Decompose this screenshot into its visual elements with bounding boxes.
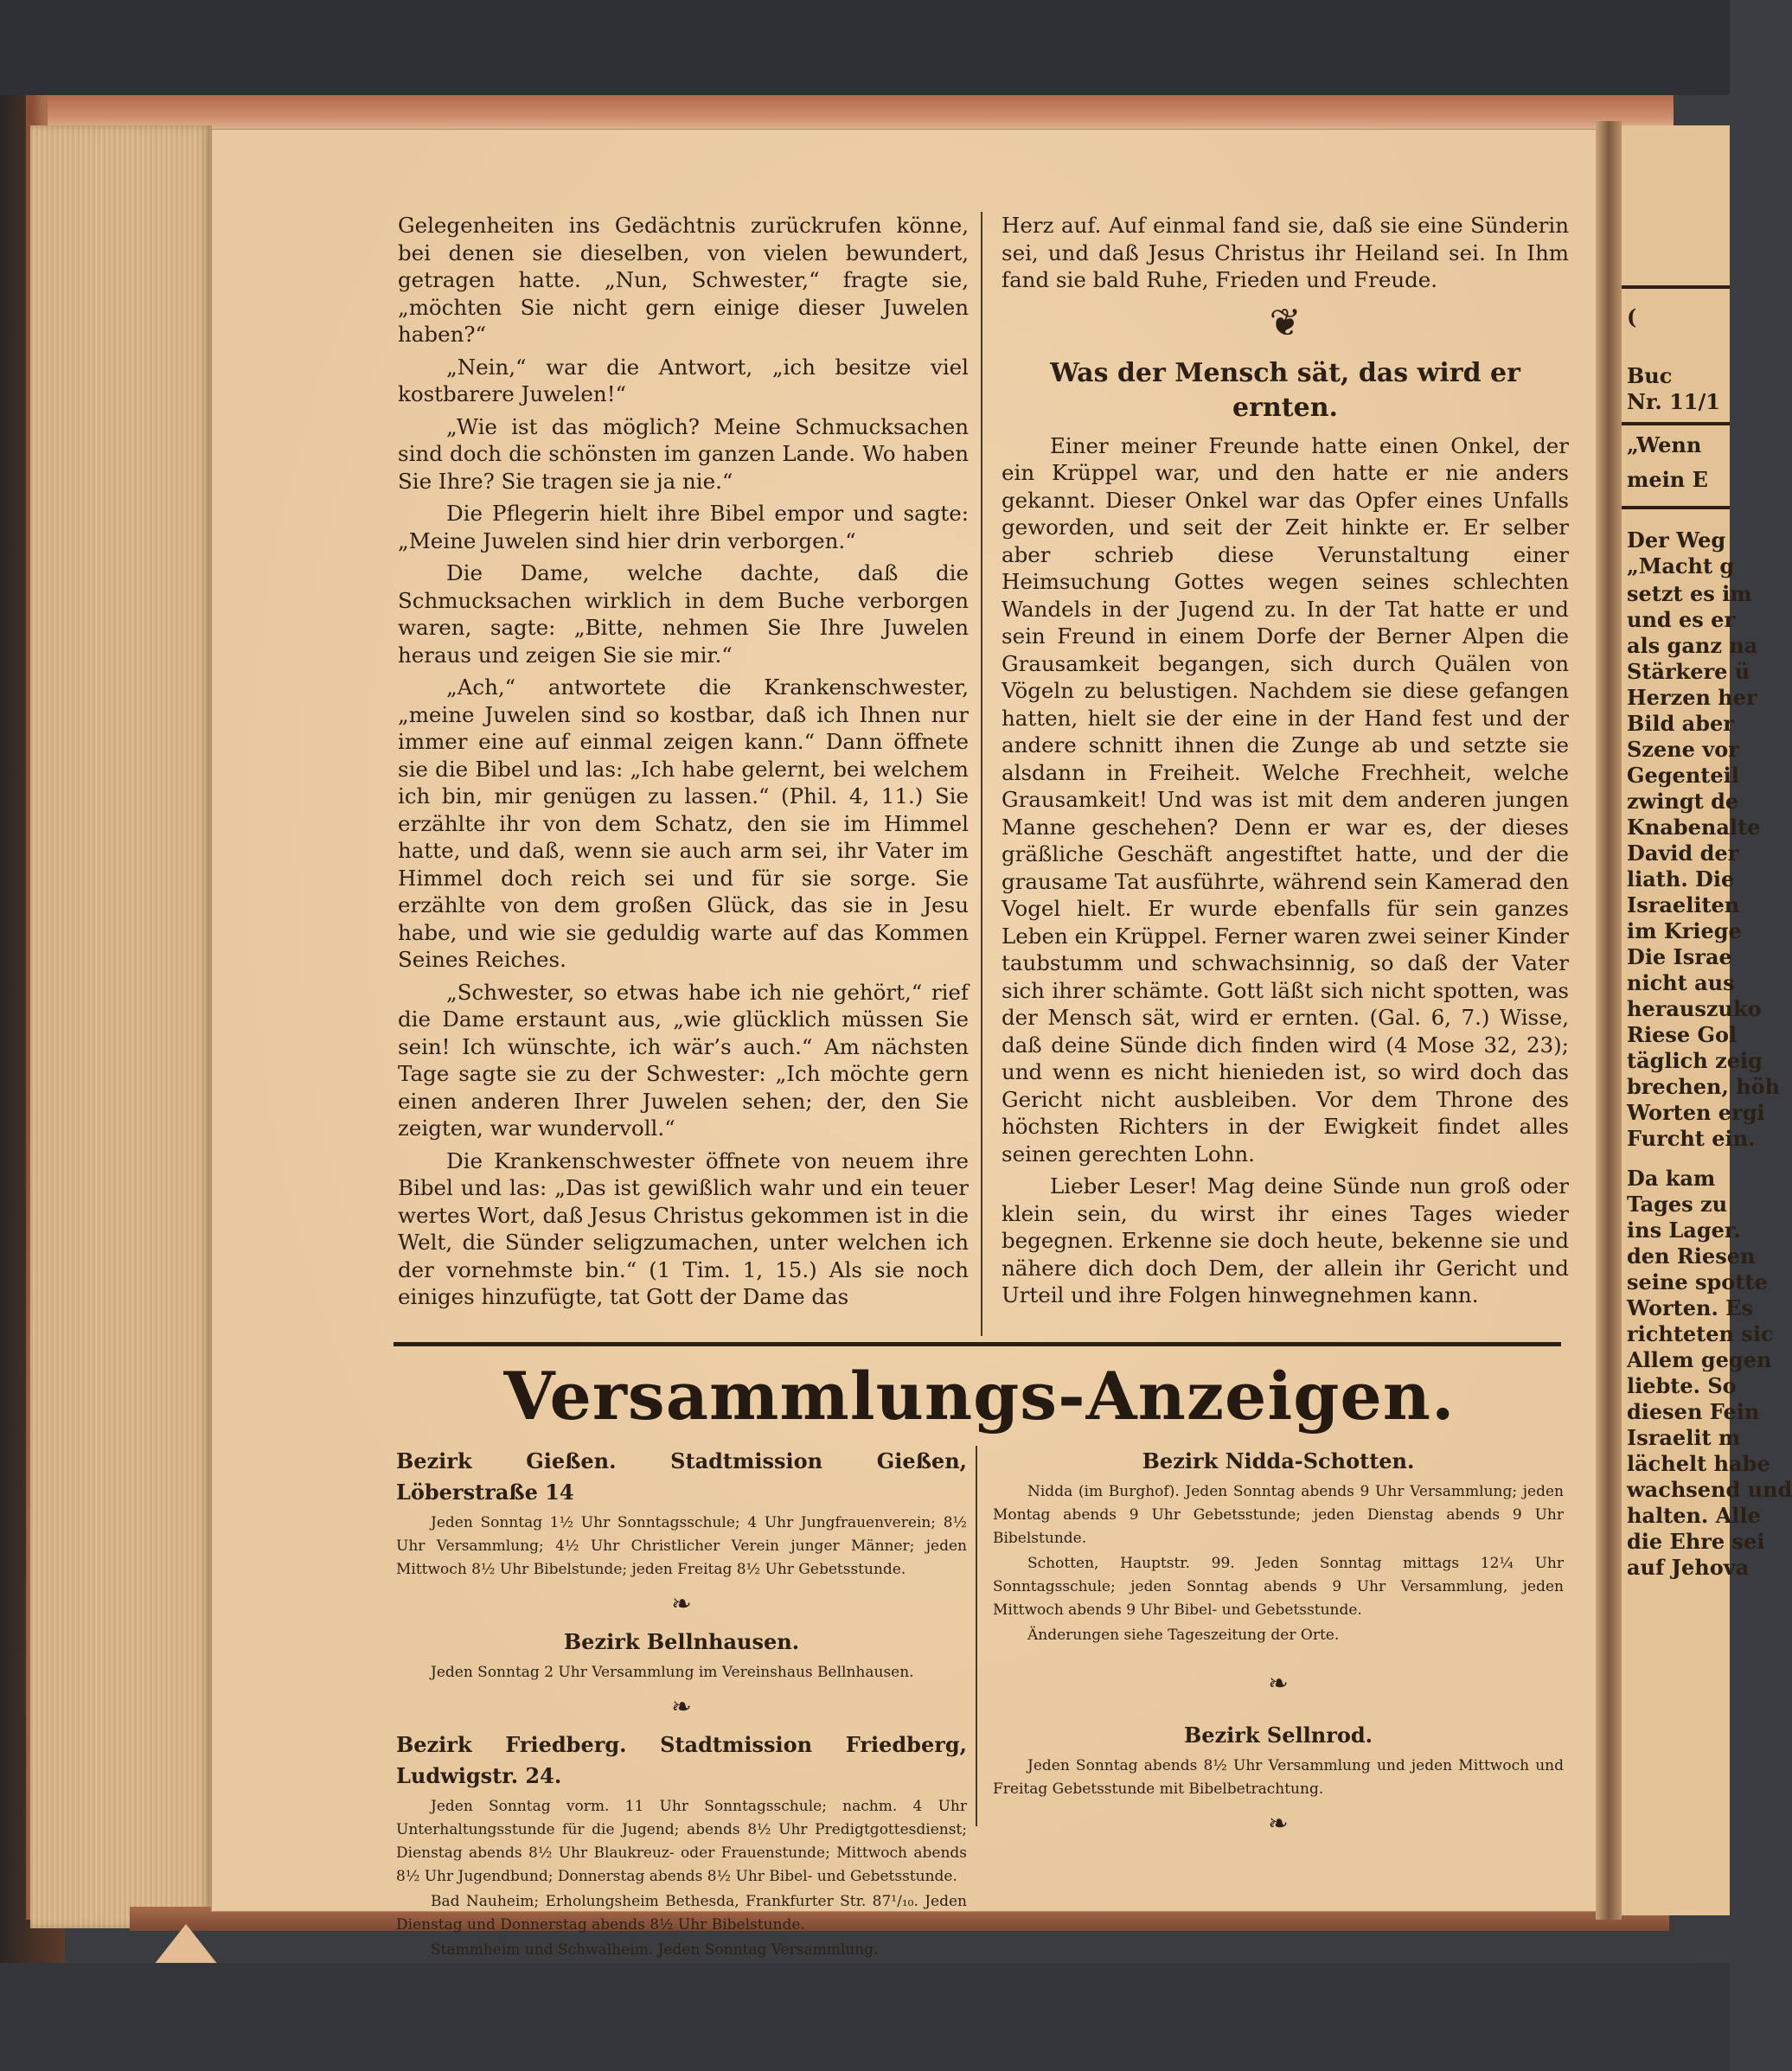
next-page-line: Furcht ein. bbox=[1627, 1126, 1756, 1151]
next-page-line: Die Israe bbox=[1627, 944, 1732, 969]
next-page-line: lächelt habe bbox=[1627, 1451, 1770, 1476]
next-page-line: ins Lager. bbox=[1627, 1218, 1741, 1243]
next-page-line: Allem gegen bbox=[1627, 1347, 1772, 1372]
district-heading: Bezirk Gießen. Stadtmission Gießen, Löberstraße 14 bbox=[396, 1448, 967, 1505]
next-page-line: Herzen her bbox=[1627, 685, 1757, 710]
paragraph: Gelegenheiten ins Gedächtnis zurückrufen könne, bei denen sie dieselben, von vielen bewundert, getragen hatte. „Nun, Schwester,“ fragte sie, „möchten Sie nicht gern einige dieser Juwelen haben?“ bbox=[398, 213, 969, 347]
next-page-line: Bild aber bbox=[1627, 711, 1734, 736]
next-page-line: „Wenn bbox=[1627, 432, 1702, 457]
next-page-fragment bbox=[1622, 125, 1792, 1915]
ornament-icon: ❧ bbox=[1268, 1669, 1289, 1697]
district-heading: Bezirk Sellnrod. bbox=[1183, 1723, 1373, 1748]
district-text: Nidda (im Burghof). Jeden Sonntag abends 9 Uhr Versammlung; jeden Montag abends 9 Uhr Gebetsstunde; jeden Dienstag abends 9 Uhr Bibelstunde. bbox=[993, 1483, 1564, 1547]
ornament-icon: ❧ bbox=[1268, 1809, 1289, 1838]
next-page-line: Tages zu bbox=[1627, 1192, 1728, 1217]
paragraph: Die Pflegerin hielt ihre Bibel empor und sagte: „Meine Juwelen sind hier drin verborgen.“ bbox=[398, 501, 969, 553]
next-page-line: liebte. So bbox=[1627, 1373, 1737, 1398]
next-page-line: halten. Alle bbox=[1627, 1503, 1761, 1528]
next-page-line: nicht aus bbox=[1627, 970, 1735, 995]
next-page-line: richteten sic bbox=[1627, 1321, 1774, 1346]
article-title: Was der Mensch sät, das wird er ernten. bbox=[1050, 357, 1520, 423]
next-page-line: setzt es im bbox=[1627, 581, 1752, 606]
ornament-icon: ❧ bbox=[671, 1692, 692, 1721]
district-text: Stammheim und Schwalheim. Jeden Sonntag Versammlung. bbox=[431, 1941, 879, 1959]
next-page-line: mein E bbox=[1627, 467, 1708, 492]
next-page-line: ( bbox=[1627, 304, 1637, 329]
paragraph: „Nein,“ war die Antwort, „ich besitze viel kostbarere Juwelen!“ bbox=[398, 354, 969, 406]
paragraph: „Ach,“ antwortete die Krankenschwester, „meine Juwelen sind so kostbar, daß ich Ihnen nur immer eine auf einmal zeigen kann.“ Dann öffnete sie die Bibel und las: „Ich habe gelernt, bei welchem ich bin, mir genügen zu lassen.“ (Phil. 4, 11.) Sie erzählte ihr von dem Schatz, den sie im Himmel hatte, und daß, wenn sie auch arm sei, ihr Vater im Himmel doch reich sei und für sie sorge. Sie erzählte von dem großen Glück, das sie in Jesu habe, und wie sie geduldig warte auf das Kommen Seines Reiches. bbox=[398, 674, 969, 972]
district-text: Änderungen siehe Tageszeitung der Orte. bbox=[1027, 1627, 1340, 1644]
next-page-line: Worten ergi bbox=[1627, 1100, 1765, 1125]
next-page-line: Stärkere ü bbox=[1627, 659, 1750, 684]
next-page-line: herauszuko bbox=[1627, 996, 1762, 1021]
next-page-line: Szene vor bbox=[1627, 737, 1739, 762]
paragraph: Die Dame, welche dachte, daß die Schmucksachen wirklich in dem Buche verborgen waren, sagte: „Bitte, nehmen Sie Ihre Juwelen heraus und zeigen Sie sie mir.“ bbox=[398, 560, 969, 668]
district-heading: Bezirk Bellnhausen. bbox=[563, 1629, 800, 1654]
paragraph: „Wie ist das möglich? Meine Schmucksachen sind doch die schönsten im ganzen Lande. Wo haben Sie Ihre? Sie tragen sie ja nie.“ bbox=[398, 413, 969, 494]
next-page-line: Gegenteil bbox=[1627, 763, 1739, 788]
next-page-line: diesen Fein bbox=[1627, 1399, 1760, 1424]
next-page-line: Israelit m bbox=[1627, 1425, 1741, 1450]
book-gutter bbox=[1596, 121, 1622, 1920]
next-page-rule bbox=[1622, 285, 1730, 289]
next-page-line: zwingt de bbox=[1627, 789, 1739, 814]
next-page-line: den Riesen bbox=[1627, 1243, 1756, 1269]
district-text: Schotten, Hauptstr. 99. Jeden Sonntag mittags 12¼ Uhr Sonntagsschule; jeden Sonntag abends 9 Uhr Versammlung, jeden Mittwoch abends 9 Uhr Bibel- und Gebetsstunde. bbox=[993, 1555, 1564, 1619]
paragraph: Lieber Leser! Mag deine Sünde nun groß oder klein sein, du wirst ihr eines Tages wieder begegnen. Erkenne sie doch heute, bekenne sie und nähere dich doch Dem, der allein ihr Gericht und Urteil und ihre Folgen hinwegnehmen kann. bbox=[1002, 1173, 1569, 1307]
paragraph-continuation: Herz auf. Auf einmal fand sie, daß sie eine Sünderin sei, und daß Jesus Christus ihr Heiland sei. In Ihm fand sie bald Ruhe, Frieden und Freude. bbox=[1002, 213, 1569, 292]
page-edges-stack bbox=[30, 125, 212, 1928]
district-text: Jeden Sonntag abends 8½ Uhr Versammlung und jeden Mittwoch und Freitag Gebetsstunde mit Bibelbetrachtung. bbox=[993, 1757, 1564, 1798]
next-page-rule bbox=[1622, 422, 1730, 425]
right-text-column bbox=[1002, 212, 1569, 1314]
next-page-line: „Macht g bbox=[1627, 553, 1735, 578]
next-page-line: Buc bbox=[1627, 363, 1673, 388]
paragraph: Einer meiner Freunde hatte einen Onkel, der ein Krüppel war, und den hatte er nie anders gekannt. Dieser Onkel war das Opfer eines Unfalls geworden, und seit der Zeit hinkte er. Er selber aber schrieb diese Verunstaltung einer Heimsuchung Gottes wegen seines schlechten Wandels in der Jugend zu. In der Tat hatte er und sein Freund in einem Dorfe der Berner Alpen die Grausamkeit begangen, sich durch Quälen von Vögeln zu belustigen. Nachdem sie diese gefangen hatten, hielt sie der eine in der Hand fest und der andere schnitt ihnen die Zunge ab und setzte sie alsdann in Freiheit. Welche Frechheit, welche Grausamkeit! Und was ist mit dem anderen jungen Manne geschehen? Denn er war es, der dieses gräßliche Geschäft angestiftet hatte, und der die grausame Tat ausführte, während sein Kamerad den Vogel hielt. Er wurde ebenfalls für sein ganzes Leben ein Krüppel. Ferner waren zwei seiner Kinder taubstumm und schwachsinnig, so daß der Vater sich ihrer schämte. Gott läßt sich nicht spotten, was der Mensch sät, wird er ernten. (Gal. 6, 7.) Wisse, daß deine Sünde dich finden wird (4 Mose 32, 23); und wenn es nicht hienieden ist, so wird doch das Gericht nicht ausbleiben. Vor dem Throne des höchsten Richters in der Ewigkeit findet alles seinen gerechten Lohn. bbox=[1002, 432, 1569, 1167]
next-page-line: wachsend und bbox=[1627, 1477, 1792, 1502]
next-page-line: Da kam bbox=[1627, 1166, 1716, 1191]
background-bottom bbox=[0, 1963, 1730, 2071]
marbled-edge-top bbox=[48, 95, 1674, 134]
district-text: Jeden Sonntag 1½ Uhr Sonntagsschule; 4 Uhr Jungfrauenverein; 8½ Uhr Versammlung; 4½ Uhr Christlicher Verein junger Männer; jeden Mittwoch 8½ Uhr Bibelstunde; jeden Freitag 8½ Uhr Gebetsstunde. bbox=[396, 1514, 967, 1578]
district-text: Jeden Sonntag 2 Uhr Versammlung im Vereinshaus Bellnhausen. bbox=[431, 1664, 914, 1681]
left-text-column bbox=[398, 212, 969, 1316]
next-page-line: Israeliten bbox=[1627, 892, 1740, 917]
ornament-icon: ❦ bbox=[1269, 300, 1302, 345]
next-page-line: Der Weg bbox=[1627, 527, 1726, 553]
next-page-line: als ganz na bbox=[1627, 633, 1758, 658]
section-rule bbox=[394, 1342, 1561, 1346]
next-page-line: Riese Gol bbox=[1627, 1022, 1738, 1047]
next-page-line: und es er bbox=[1627, 607, 1736, 632]
column-divider bbox=[976, 1446, 977, 1826]
district-text: Bad Nauheim; Erholungsheim Bethesda, Frankfurter Str. 87¹/₁₀. Jeden Dienstag und Donnerstag abends 8½ Uhr Bibelstunde. bbox=[396, 1893, 967, 1934]
next-page-line: liath. Die bbox=[1627, 866, 1735, 892]
column-divider bbox=[981, 212, 982, 1336]
paragraph: Die Krankenschwester öffnete von neuem ihre Bibel und las: „Das ist gewißlich wahr und ein teuer wertes Wort, daß Jesus Christus gekommen ist in die Welt, die Sünder seligzumachen, unter welchen ich der vornehmste bin.“ (1 Tim. 1, 15.) Als sie noch einiges hinzufügte, tat Gott der Dame das bbox=[398, 1147, 969, 1309]
next-page-line: seine spotte bbox=[1627, 1269, 1768, 1294]
announcements-left bbox=[396, 1444, 967, 1964]
next-page-line: Worten. Es bbox=[1627, 1295, 1753, 1320]
next-page-line: täglich zeig bbox=[1627, 1048, 1763, 1073]
next-page-line: Nr. 11/1 bbox=[1627, 389, 1720, 414]
next-page-rule bbox=[1622, 506, 1730, 509]
next-page-line: brechen, höh bbox=[1627, 1074, 1781, 1099]
announcements-right bbox=[993, 1444, 1564, 1846]
announcements-banner: Versammlungs-Anzeigen. bbox=[503, 1358, 1456, 1435]
district-heading: Bezirk Nidda-Schotten. bbox=[1142, 1448, 1415, 1473]
paragraph: „Schwester, so etwas habe ich nie gehört,“ rief die Dame erstaunt aus, „wie glücklich müssen Sie sein! Ich wünschte, ich wär’s auch.“ Am nächsten Tage sagte sie zu der Schwester: „Ich möchte gern einen anderen Ihrer Juwelen sehen; der, den Sie zeigten, war wundervoll.“ bbox=[398, 979, 969, 1141]
next-page-line: auf Jehova bbox=[1627, 1555, 1750, 1580]
district-text: Jeden Sonntag vorm. 11 Uhr Sonntagsschule; nachm. 4 Uhr Unterhaltungsstunde für die Jugend; abends 8½ Uhr Predigtgottesdienst; Dienstag abends 8½ Uhr Blaukreuz- oder Frauenstunde; Mittwoch abends 8½ Uhr Jugendbund; Donnerstag abends 8½ Uhr Bibel- und Gebetsstunde. bbox=[396, 1798, 967, 1885]
next-page-line: im Kriege bbox=[1627, 918, 1742, 943]
ornament-icon: ❧ bbox=[671, 1589, 692, 1618]
next-page-line: David der bbox=[1627, 841, 1739, 866]
district-heading: Bezirk Friedberg. Stadtmission Friedberg, Ludwigstr. 24. bbox=[396, 1732, 967, 1788]
background-top bbox=[0, 0, 1730, 95]
next-page-line: Knabenalte bbox=[1627, 815, 1761, 840]
next-page-line: die Ehre sei bbox=[1627, 1529, 1765, 1554]
